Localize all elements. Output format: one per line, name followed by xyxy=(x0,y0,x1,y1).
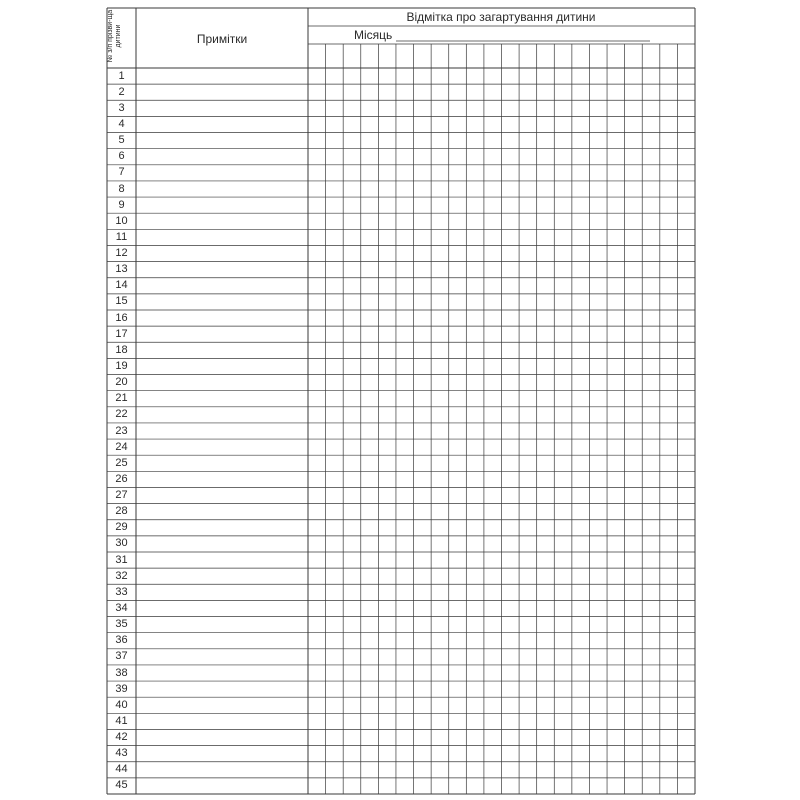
hardening-mark-header: Відмітка про загартування дитини xyxy=(406,10,596,24)
row-number: 38 xyxy=(115,666,128,679)
row-number: 31 xyxy=(115,553,128,566)
row-number: 20 xyxy=(115,376,128,389)
row-number: 17 xyxy=(115,327,128,340)
row-number: 40 xyxy=(115,698,128,711)
row-number: 36 xyxy=(115,634,128,647)
row-number: 23 xyxy=(115,424,128,437)
row-number: 2 xyxy=(118,85,125,98)
row-number: 41 xyxy=(115,714,128,727)
row-number: 7 xyxy=(118,166,125,179)
row-number: 27 xyxy=(115,489,128,502)
row-number: 3 xyxy=(118,101,125,114)
row-number: 21 xyxy=(115,392,128,405)
row-number: 1 xyxy=(118,69,125,82)
row-number: 34 xyxy=(115,601,128,614)
row-number: 33 xyxy=(115,585,128,598)
row-number: 26 xyxy=(115,472,128,485)
row-number: 18 xyxy=(115,343,128,356)
row-number: 42 xyxy=(115,731,128,744)
row-number: 9 xyxy=(118,198,125,211)
row-number: 25 xyxy=(115,456,128,469)
row-number: 6 xyxy=(118,150,125,163)
row-number: 11 xyxy=(115,230,128,243)
row-number: 30 xyxy=(115,537,128,550)
row-number: 44 xyxy=(115,763,128,776)
number-column-header: № з/п прізви-ща дитини xyxy=(107,9,122,63)
row-number: 45 xyxy=(115,779,128,792)
row-number: 24 xyxy=(115,440,128,453)
row-number: 5 xyxy=(118,134,125,147)
row-number: 10 xyxy=(115,214,128,227)
row-number: 16 xyxy=(115,311,128,324)
row-number: 32 xyxy=(115,569,128,582)
row-number: 29 xyxy=(115,521,128,534)
row-number: 8 xyxy=(118,182,125,195)
row-number: 28 xyxy=(115,505,128,518)
row-number: 12 xyxy=(115,247,128,260)
row-number: 39 xyxy=(115,682,128,695)
row-number: 35 xyxy=(115,618,128,631)
row-number: 43 xyxy=(115,747,128,760)
row-number: 14 xyxy=(115,279,128,292)
row-number: 37 xyxy=(115,650,128,663)
row-number: 15 xyxy=(115,295,128,308)
row-number: 13 xyxy=(115,263,128,276)
month-label: Місяць xyxy=(354,28,393,42)
row-number: 22 xyxy=(115,408,128,421)
row-number: 19 xyxy=(115,359,128,372)
notes-column-header: Примітки xyxy=(196,32,248,46)
row-number: 4 xyxy=(118,117,125,130)
